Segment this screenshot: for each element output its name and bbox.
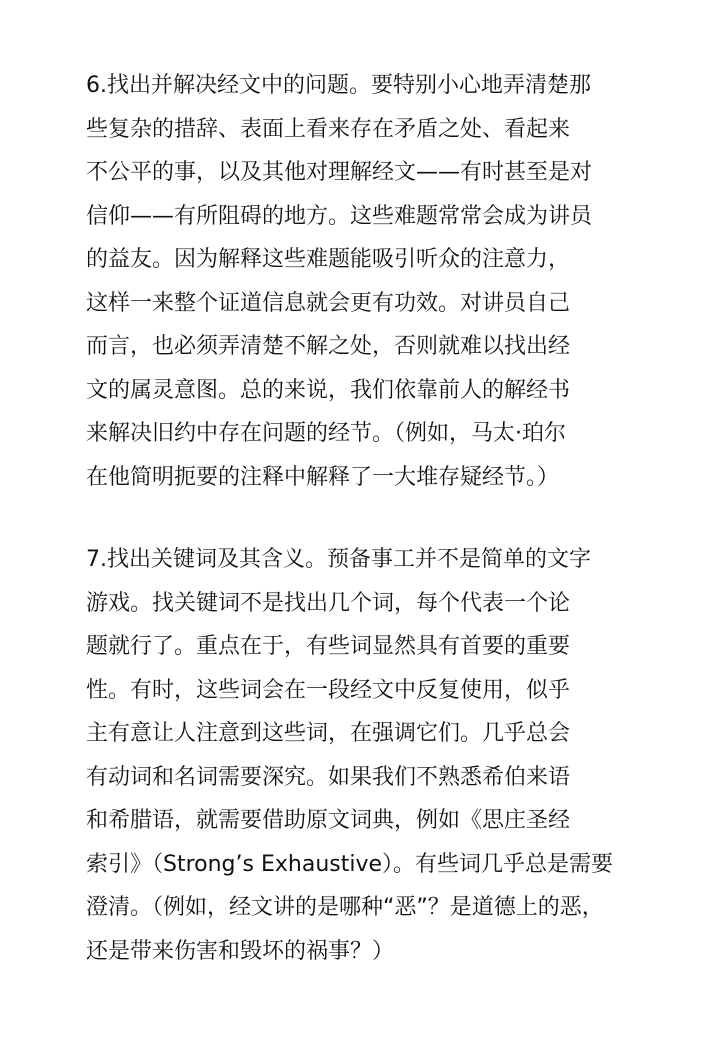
paragraph-7-key-words xyxy=(86,538,686,973)
paragraph-line: 来解决旧约中存在问题的经节。（例如，马太·珀尔 xyxy=(86,421,566,446)
paragraph-line: 信仰——有所阻碍的地方。这些难题常常会成为讲员 xyxy=(86,203,593,229)
paragraph-line: 还是带来伤害和毁坏的祸事？） xyxy=(86,938,395,964)
paragraph-line: 而言，也必须弄清楚不解之处，否则就难以找出经 xyxy=(86,334,571,359)
paragraph-line: 索引》（Strong’s Exhaustive）。有些词几乎总是需要 xyxy=(86,851,614,877)
paragraph-line: 这样一来整个证道信息就会更有功效。对讲员自己 xyxy=(86,290,571,316)
paragraph-line: 性。有时，这些词会在一段经文中反复使用，似乎 xyxy=(86,677,571,703)
paragraph-line: 主有意让人注意到这些词，在强调它们。几乎总会 xyxy=(86,721,571,746)
paragraph-line: 些复杂的措辞、表面上看来存在矛盾之处、看起来 xyxy=(86,116,571,142)
paragraph-line: 在他简明扼要的注释中解释了一大堆存疑经节。） xyxy=(86,464,560,490)
paragraph-line: 有动词和名词需要深究。如果我们不熟悉希伯来语 xyxy=(86,764,571,790)
paragraph-6-problem-passages xyxy=(86,64,686,499)
paragraph-line: 6.找出并解决经文中的问题。要特别小心地弄清楚那 xyxy=(86,73,591,98)
paragraph-line: 澄清。（例如，经文讲的是哪种“恶”？是道德上的恶， xyxy=(86,895,604,920)
paragraph-line: 和希腊语，就需要借助原文词典，例如《思庄圣经 xyxy=(86,808,571,833)
paragraph-line: 游戏。找关键词不是找出几个词，每个代表一个论 xyxy=(86,590,571,616)
paragraph-line: 7.找出关键词及其含义。预备事工并不是简单的文字 xyxy=(86,547,591,572)
paragraph-line: 题就行了。重点在于，有些词显然具有首要的重要 xyxy=(86,634,571,659)
paragraph-line: 的益友。因为解释这些难题能吸引听众的注意力， xyxy=(86,247,571,272)
paragraph-line: 不公平的事，以及其他对理解经文——有时甚至是对 xyxy=(86,160,593,185)
paragraph-line: 文的属灵意图。总的来说，我们依靠前人的解经书 xyxy=(86,377,571,403)
